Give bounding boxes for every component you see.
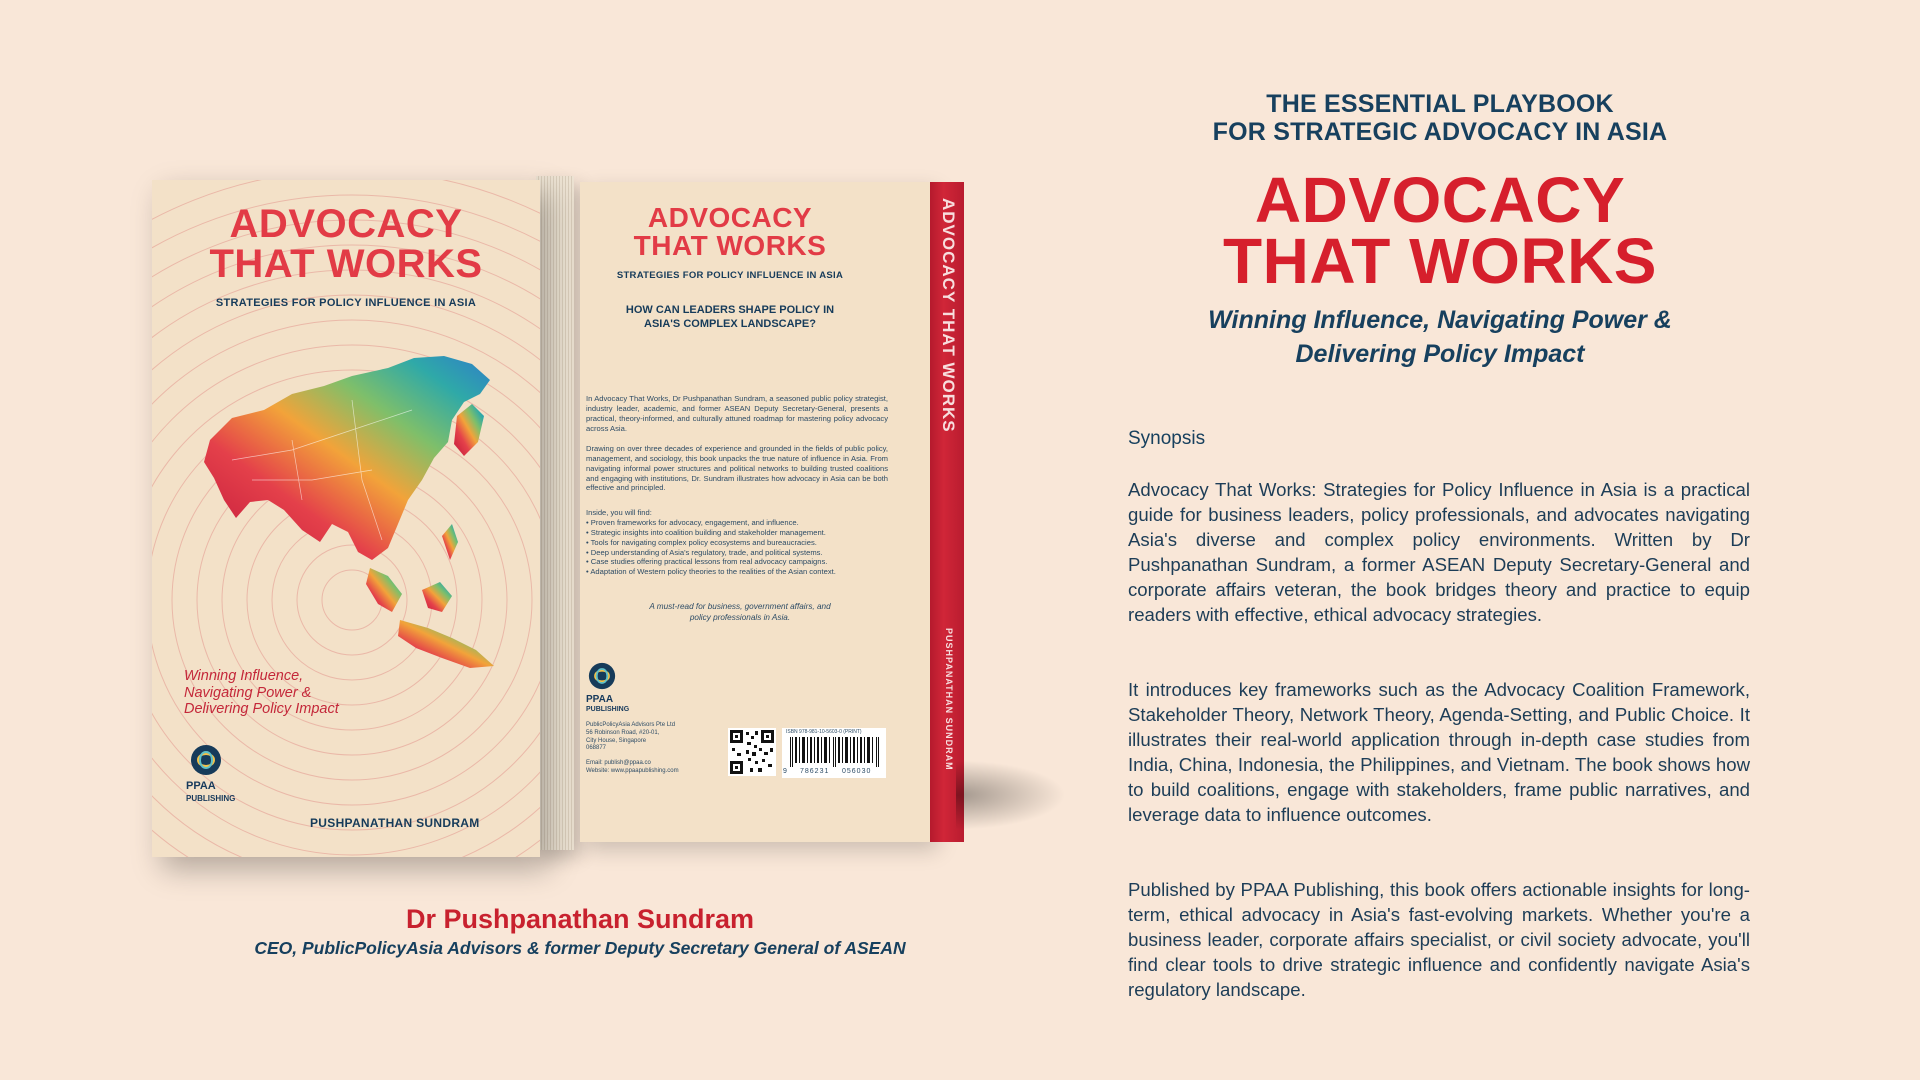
barcode-icon: [790, 737, 880, 767]
book-spine: [930, 182, 964, 842]
page-tagline-line2: Delivering Policy Impact: [1295, 340, 1585, 368]
isbn-text: ISBN 978-981-10-5603-0 (PRINT): [786, 729, 862, 735]
barcode-digits-right: 056030: [842, 768, 872, 775]
back-publisher-name: PUBLISHING: [586, 706, 630, 713]
book-back-cover: [580, 182, 932, 842]
barcode-digit-left: 9: [783, 768, 787, 775]
address-line: City House, Singapore: [586, 737, 647, 744]
list-item: • Case studies offering practical lessons from real advocacy campaigns.: [586, 557, 828, 567]
synopsis-paragraph-1: Advocacy That Works: Strategies for Policy Influence in Asia is a practical guide for business leaders, policy professionals, and advocates navigating Asia's diverse and complex policy environments. Written by Dr Pushpanathan Sundram, a former ASEAN Deputy Secretary-General and corporate affairs veteran, the book bridges theory and practice to equip readers with effective, ethical advocacy strategies.: [1128, 479, 1750, 625]
book-shadow: [956, 760, 1066, 830]
back-publisher-logo-text: PPAA: [586, 694, 614, 705]
book-front-cover: [152, 180, 540, 857]
headline-line1: THE ESSENTIAL PLAYBOOK: [1266, 90, 1614, 118]
cover-tagline: [184, 668, 339, 718]
barcode-digits-mid: 786231: [800, 768, 830, 775]
ppaa-logo-icon: [190, 744, 222, 776]
book-page-edges: [536, 176, 574, 850]
page-tagline-line1: Winning Influence, Navigating Power &: [1208, 306, 1672, 334]
cover-tagline-line3: Delivering Policy Impact: [184, 701, 339, 718]
barcode: [782, 728, 886, 778]
cover-subtitle: STRATEGIES FOR POLICY INFLUENCE IN ASIA: [215, 297, 477, 309]
synopsis-paragraph-2: It introduces key frameworks such as the Advocacy Coalition Framework, Stakeholder Theory, Network Theory, Agenda-Setting, and Public Choice. It illustrates their real-world application through in-depth case studies from India, China, Indonesia, the Philippines, and Vietnam. The book shows how to build coalitions, engage with stakeholders, frame public narratives, and leverage data to influence outcomes.: [1128, 679, 1750, 825]
cover-title-line1: ADVOCACY: [229, 202, 463, 246]
back-question-line2: ASIA'S COMPLEX LANDSCAPE?: [644, 317, 816, 330]
page-title: [1110, 164, 1770, 298]
synopsis-heading: Synopsis: [1128, 428, 1206, 449]
author-role: CEO, PublicPolicyAsia Advisors & former Deputy Secretary General of ASEAN: [254, 938, 906, 958]
synopsis-paragraph-3: Published by PPAA Publishing, this book offers actionable insights for long-term, ethical advocacy in Asia's fast-evolving markets. Whether you're a business leader, corporate affairs specialist, or civil society advocate, you'll find clear tools to drive strategic influence and confidently navigate Asia's regulatory landscape.: [1128, 879, 1750, 1000]
back-list-intro: Inside, you will find:: [586, 508, 652, 517]
list-item: • Deep understanding of Asia's regulatory, trade, and political systems.: [586, 547, 823, 557]
list-item: • Proven frameworks for advocacy, engagement, and influence.: [586, 518, 799, 527]
author-name: Dr Pushpanathan Sundram: [405, 904, 755, 934]
back-subtitle: STRATEGIES FOR POLICY INFLUENCE IN ASIA: [616, 270, 844, 281]
back-question: [606, 304, 854, 332]
address-line: 068877: [586, 745, 607, 752]
back-must-read-line1: A must-read for business, government affairs, and: [649, 602, 831, 611]
back-paragraph-1: In Advocacy That Works, Dr Pushpanathan Sundram, a seasoned public policy strategist, industry leader, academic, and former ASEAN Deputy Secretary-General, presents a practical, theory-informed, and culturally attuned roadmap for mastering policy advocacy across Asia.: [586, 394, 888, 433]
list-item: • Strategic insights into coalition building and stakeholder management.: [586, 527, 826, 537]
cover-tagline-line2: Navigating Power &: [184, 684, 312, 701]
back-address: [586, 722, 675, 753]
back-website: Website: www.ppaapublishing.com: [586, 767, 679, 774]
headline: [1110, 90, 1770, 146]
page-tagline: [1110, 303, 1770, 371]
cover-author: PUSHPANATHAN SUNDRAM: [310, 816, 480, 830]
page-title-line2: THAT WORKS: [1223, 225, 1657, 298]
list-item: • Adaptation of Western policy theories to the realities of the Asian context.: [586, 567, 836, 577]
cover-publisher-name: PUBLISHING: [186, 794, 236, 803]
spine-title: ADVOCACY THAT WORKS: [939, 198, 958, 433]
back-contact: [586, 760, 679, 776]
spine-author: PUSHPANATHAN SUNDRAM: [944, 628, 954, 771]
back-feature-list: [586, 518, 886, 577]
back-question-line1: HOW CAN LEADERS SHAPE POLICY IN: [625, 304, 835, 316]
page-title-line1: ADVOCACY: [1254, 164, 1626, 236]
back-email: Email: publish@ppaa.co: [586, 760, 651, 766]
address-line: PublicPolicyAsia Advisors Pte Ltd: [586, 722, 676, 728]
back-paragraph-2: Drawing on over three decades of experience and grounded in the fields of public policy, management, and sociology, this book unpacks the true nature of influence in Asia. From navigating informal power structures and political networks to building trusted coalitions and engaging with institutions, Dr. Sundram illustrates how advocacy in Asia can be both effective and principled.: [586, 444, 888, 493]
ppaa-logo-icon: [588, 662, 616, 690]
qr-code-icon: [728, 728, 776, 776]
back-title-line1: ADVOCACY: [647, 202, 813, 233]
asia-map-graphic: [204, 356, 494, 668]
cover-tagline-line1: Winning Influence,: [184, 668, 304, 684]
address-line: 56 Robinson Road, #20-01,: [586, 729, 660, 736]
headline-line2: FOR STRATEGIC ADVOCACY IN ASIA: [1212, 118, 1668, 146]
back-title-line2: THAT WORKS: [633, 230, 827, 261]
cover-publisher-logo-text: PPAA: [186, 780, 216, 792]
cover-title-line2: THAT WORKS: [209, 242, 483, 286]
list-item: • Tools for navigating complex policy ecosystems and bureaucracies.: [586, 537, 817, 547]
back-must-read-line2: policy professionals in Asia.: [689, 612, 791, 622]
back-must-read: [590, 602, 890, 623]
